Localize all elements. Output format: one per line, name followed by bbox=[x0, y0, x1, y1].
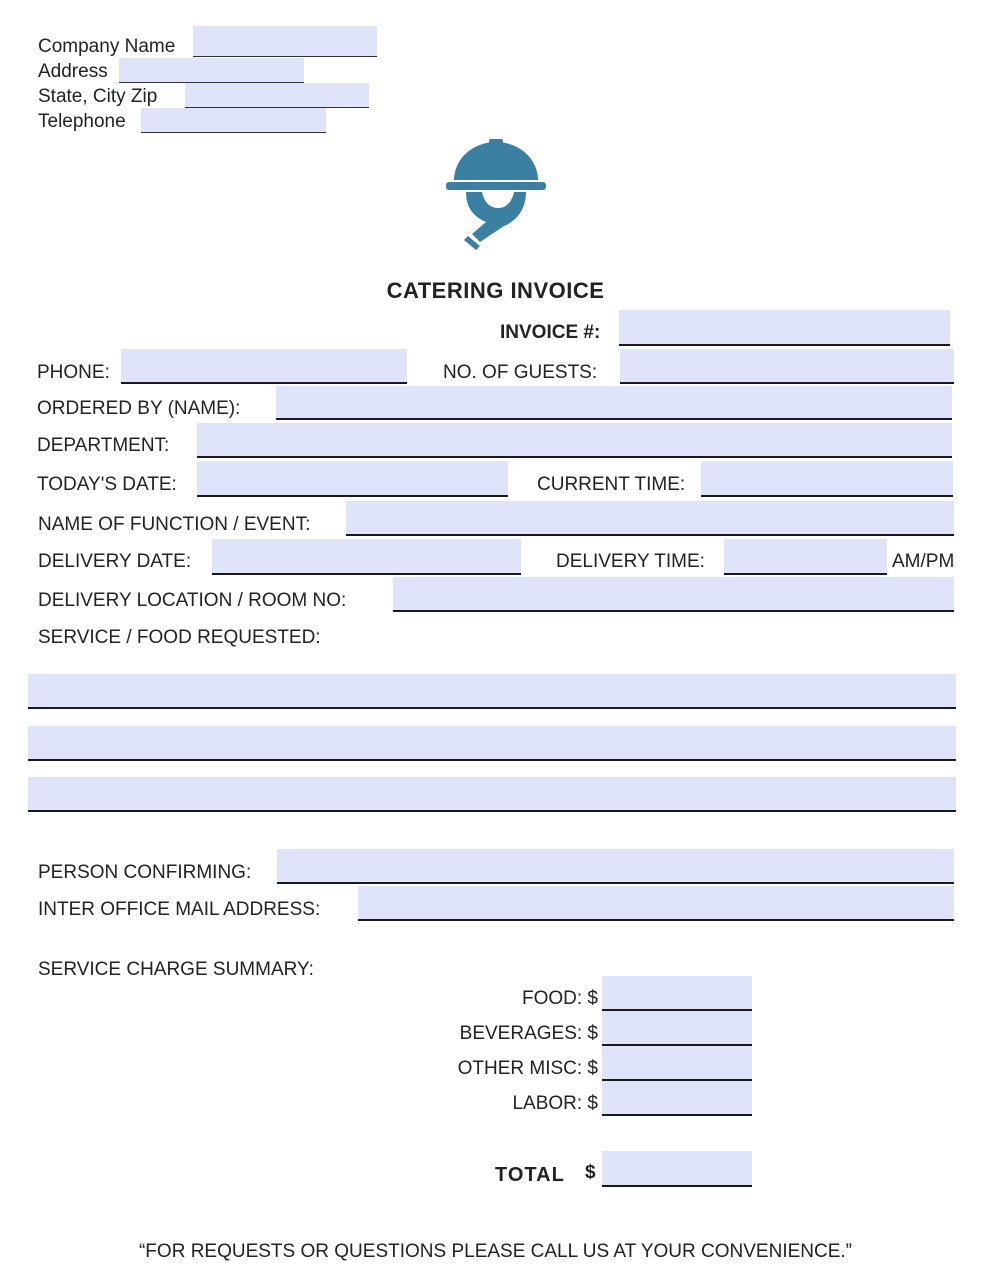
phone-field[interactable] bbox=[121, 349, 407, 384]
service-food-line-3[interactable] bbox=[28, 777, 956, 812]
page-title: CATERING INVOICE bbox=[386, 278, 605, 303]
department-field[interactable] bbox=[197, 423, 952, 458]
state-city-zip-label: State, City Zip bbox=[38, 86, 158, 107]
delivery-location-label: DELIVERY LOCATION / ROOM NO: bbox=[38, 590, 347, 611]
delivery-date-field[interactable] bbox=[212, 539, 521, 575]
summary-heading: SERVICE CHARGE SUMMARY: bbox=[38, 959, 314, 980]
function-event-label: NAME OF FUNCTION / EVENT: bbox=[38, 514, 311, 535]
delivery-time-label: DELIVERY TIME: bbox=[556, 551, 705, 572]
person-confirming-field[interactable] bbox=[277, 849, 954, 884]
current-time-field[interactable] bbox=[701, 461, 953, 497]
other-misc-amount-field[interactable] bbox=[602, 1046, 752, 1081]
address-label: Address bbox=[38, 61, 108, 82]
current-time-label: CURRENT TIME: bbox=[537, 474, 686, 495]
telephone-field[interactable] bbox=[141, 108, 326, 133]
guests-field[interactable] bbox=[620, 349, 954, 384]
telephone-label: Telephone bbox=[38, 111, 126, 132]
service-food-line-2[interactable] bbox=[28, 726, 956, 761]
person-confirming-label: PERSON CONFIRMING: bbox=[38, 862, 252, 883]
total-label: TOTAL bbox=[495, 1164, 565, 1186]
delivery-location-field[interactable] bbox=[393, 577, 954, 612]
mail-address-label: INTER OFFICE MAIL ADDRESS: bbox=[38, 899, 321, 920]
service-food-label: SERVICE / FOOD REQUESTED: bbox=[38, 627, 321, 648]
food-amount-field[interactable] bbox=[602, 976, 752, 1011]
waiter-cloche-icon bbox=[440, 136, 552, 250]
other-misc-label: OTHER MISC: $ bbox=[457, 1058, 598, 1079]
todays-date-label: TODAY'S DATE: bbox=[37, 474, 177, 495]
company-name-field[interactable] bbox=[193, 26, 377, 57]
labor-amount-field[interactable] bbox=[602, 1081, 752, 1116]
footer-note: “FOR REQUESTS OR QUESTIONS PLEASE CALL US AT YOUR CONVENIENCE.” bbox=[138, 1241, 852, 1262]
invoice-number-field[interactable] bbox=[619, 310, 950, 346]
ordered-by-label: ORDERED BY (NAME): bbox=[37, 398, 241, 419]
total-amount-field[interactable] bbox=[602, 1151, 752, 1187]
delivery-time-field[interactable] bbox=[724, 539, 887, 575]
delivery-date-label: DELIVERY DATE: bbox=[38, 551, 192, 572]
total-dollar-sign: $ bbox=[585, 1162, 596, 1183]
function-event-field[interactable] bbox=[346, 501, 954, 536]
phone-label: PHONE: bbox=[37, 362, 110, 383]
state-city-zip-field[interactable] bbox=[185, 83, 369, 108]
beverages-label: BEVERAGES: $ bbox=[459, 1023, 598, 1044]
ampm-label: AM/PM bbox=[892, 551, 955, 572]
service-food-line-1[interactable] bbox=[28, 674, 956, 709]
beverages-amount-field[interactable] bbox=[602, 1011, 752, 1046]
guests-label: NO. OF GUESTS: bbox=[443, 362, 598, 383]
company-name-label: Company Name bbox=[38, 36, 176, 57]
department-label: DEPARTMENT: bbox=[37, 435, 170, 456]
todays-date-field[interactable] bbox=[197, 461, 508, 497]
invoice-number-label: INVOICE #: bbox=[500, 322, 601, 343]
mail-address-field[interactable] bbox=[358, 886, 954, 921]
address-field[interactable] bbox=[119, 58, 304, 83]
ordered-by-field[interactable] bbox=[276, 386, 952, 420]
food-label: FOOD: $ bbox=[521, 988, 598, 1009]
labor-label: LABOR: $ bbox=[512, 1093, 598, 1114]
